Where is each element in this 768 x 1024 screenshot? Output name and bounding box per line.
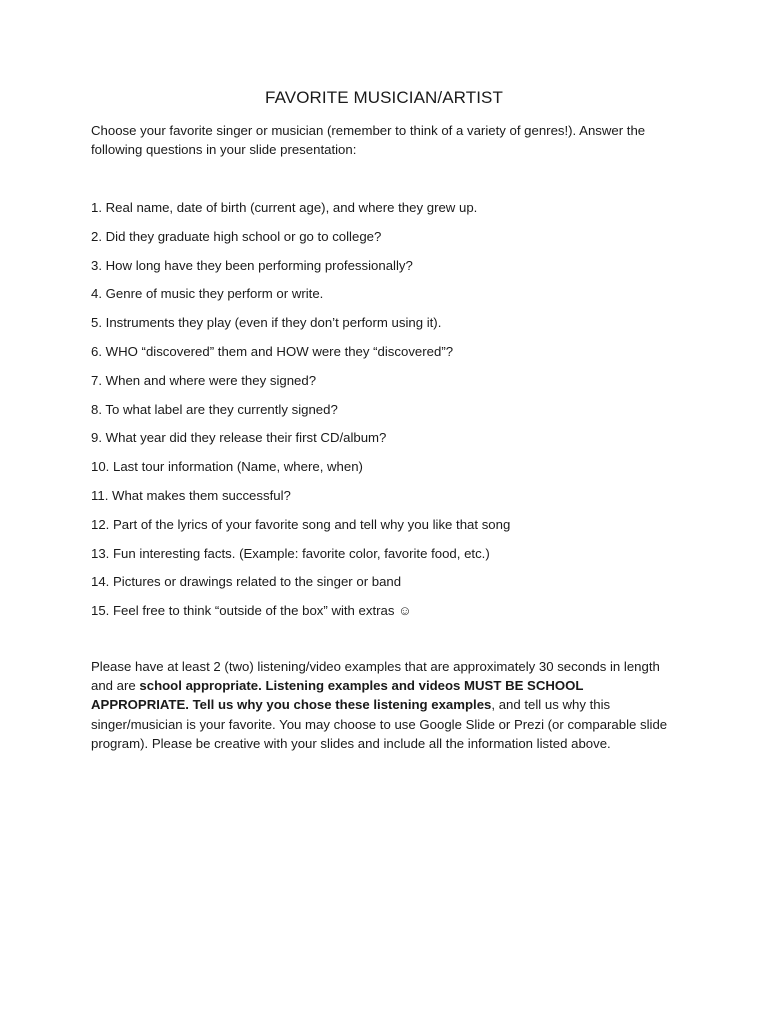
question-item: 5. Instruments they play (even if they don’t perform using it). (91, 315, 442, 331)
page-title: FAVORITE MUSICIAN/ARTIST (265, 88, 503, 107)
question-item: 7. When and where were they signed? (91, 372, 317, 388)
closing-text-end: , and tell us why this singer/musician is your favorite. You may choose to use Google Slide or Prezi (or comparable slide program). Please be creative with your slides and include all the information listed above. (91, 697, 668, 751)
closing-bold-requirement: school appropriate. Listening examples and videos MUST BE SCHOOL APPROPRIATE. Tell us why you chose these listening examples (91, 678, 584, 713)
question-item: 14. Pictures or drawings related to the singer or band (91, 574, 402, 590)
question-item: 6. WHO “discovered” them and HOW were they “discovered”? (91, 343, 454, 359)
question-item: 11. What makes them successful? (91, 487, 291, 503)
question-item: 13. Fun interesting facts. (Example: favorite color, favorite food, etc.) (91, 545, 490, 561)
question-item: 4. Genre of music they perform or write. (91, 286, 324, 302)
question-item: 10. Last tour information (Name, where, when) (91, 459, 363, 475)
question-item: 9. What year did they release their first CD/album? (91, 430, 387, 446)
question-item: 1. Real name, date of birth (current age), and where they grew up. (91, 200, 478, 215)
question-item: 15. Feel free to think “outside of the box” with extras ☺ (91, 603, 412, 619)
closing-paragraph (91, 657, 681, 753)
intro-paragraph: Choose your favorite singer or musician (remember to think of a variety of genres!). Answer the following questions in your slide presentation: (91, 123, 646, 157)
question-item: 2. Did they graduate high school or go to college? (91, 228, 382, 244)
question-item: 12. Part of the lyrics of your favorite song and tell why you like that song (91, 516, 511, 532)
closing-text-start: Please have at least 2 (two) listening/video examples that are approximately 30 seconds in length and are (91, 659, 660, 694)
question-list (91, 198, 691, 630)
question-item: 3. How long have they been performing professionally? (91, 257, 413, 273)
question-item: 8. To what label are they currently signed? (91, 401, 338, 417)
